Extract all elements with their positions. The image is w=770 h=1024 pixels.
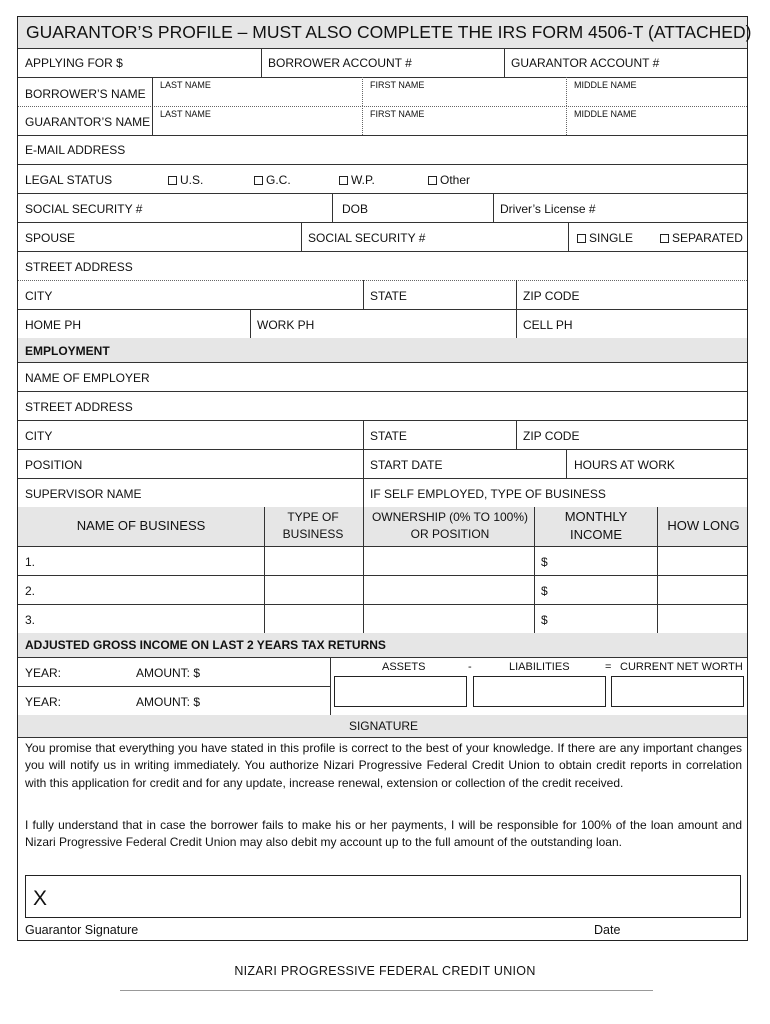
cell-phone-label: CELL PH	[523, 318, 573, 332]
business-name-header: NAME OF BUSINESS	[76, 518, 206, 533]
checkbox-icon	[168, 176, 177, 185]
title-row	[18, 17, 752, 49]
monthly-income-header: MONTHLY INCOME	[564, 509, 628, 542]
borrower-name-row[interactable]	[18, 77, 747, 107]
employment-heading: EMPLOYMENT	[25, 344, 110, 358]
footer-credit-union-name: NIZARI PROGRESSIVE FEDERAL CREDIT UNION	[234, 964, 536, 978]
work-phone-label: WORK PH	[257, 318, 315, 332]
guarantor-name-label: GUARANTOR’S NAME	[25, 115, 151, 129]
business-table-header	[18, 507, 747, 547]
assets-field[interactable]	[334, 676, 467, 707]
employer-state-label: STATE	[370, 429, 407, 443]
guarantor-name-row[interactable]	[18, 106, 747, 136]
liability-paragraph: I fully understand that in case the borrower fails to make his or her payments, I will be responsible for 100% of the loan amount and Nizari Progressive Federal Credit Union may also debit my account up to the full amount of the outstanding loan.	[25, 818, 742, 850]
how-long-header: HOW LONG	[667, 518, 740, 533]
legal-status-gc[interactable]: G.C.	[254, 173, 291, 187]
self-employed-label: IF SELF EMPLOYED, TYPE OF BUSINESS	[370, 487, 606, 501]
currency-sign: $	[541, 584, 548, 598]
authorization-paragraph: You promise that everything you have stated in this profile is correct to the best of your knowledge. If there are any important changes you will notify us in writing immediately. You authorize Nizari Progressive Federal Credit Union to obtain credit reports in correlation with this application for credit and for any update, increase renewal, extension or collection of the credit received.	[25, 741, 742, 790]
supervisor-name-label: SUPERVISOR NAME	[25, 487, 142, 501]
footer-divider	[120, 990, 653, 991]
hours-at-work-label: HOURS AT WORK	[574, 458, 675, 472]
dob-label: DOB	[342, 202, 369, 216]
liabilities-field[interactable]	[473, 676, 606, 707]
spouse-label: SPOUSE	[25, 231, 76, 245]
ownership-header: OWNERSHIP (0% TO 100%) OR POSITION	[371, 510, 529, 541]
checkbox-icon	[428, 176, 437, 185]
agi-heading-row	[18, 633, 747, 658]
spouse-row[interactable]	[18, 222, 747, 252]
start-date-label: START DATE	[370, 458, 443, 472]
date-label: Date	[594, 923, 621, 937]
first-name-label: FIRST NAME	[370, 80, 425, 90]
employer-zip-label: ZIP CODE	[523, 429, 580, 443]
single-checkbox[interactable]: SINGLE	[577, 231, 633, 245]
email-row[interactable]	[18, 135, 747, 165]
signature-x-mark: X	[33, 887, 48, 910]
year-label: YEAR:	[25, 666, 62, 680]
supervisor-row[interactable]	[18, 478, 747, 508]
zip-label: ZIP CODE	[523, 289, 580, 303]
city-row[interactable]	[18, 280, 747, 310]
street-address-row[interactable]	[18, 251, 747, 281]
street-address-label: STREET ADDRESS	[25, 260, 133, 274]
legal-status-us[interactable]: U.S.	[168, 173, 203, 187]
checkbox-icon	[660, 234, 669, 243]
ssn-label: SOCIAL SECURITY #	[25, 202, 143, 216]
business-type-header: TYPE OF BUSINESS	[282, 510, 344, 541]
form-title: GUARANTOR’S PROFILE – MUST ALSO COMPLETE THE IRS FORM 4506-T (ATTACHED)	[26, 22, 752, 42]
agi-year-row[interactable]	[18, 686, 330, 715]
legal-status-wp[interactable]: W.P.	[339, 173, 375, 187]
separated-checkbox[interactable]: SEPARATED	[660, 231, 743, 245]
currency-sign: $	[541, 555, 548, 569]
email-label: E-MAIL ADDRESS	[25, 143, 126, 157]
checkbox-icon	[254, 176, 263, 185]
equals-sign: =	[605, 661, 612, 673]
home-phone-label: HOME PH	[25, 318, 82, 332]
agi-year-row[interactable]	[18, 657, 330, 687]
legal-status-row	[18, 164, 747, 194]
position-row[interactable]	[18, 449, 747, 479]
employer-city-label: CITY	[25, 429, 53, 443]
checkbox-icon	[577, 234, 586, 243]
business-row[interactable]	[18, 604, 747, 634]
city-label: CITY	[25, 289, 53, 303]
employer-city-row[interactable]	[18, 420, 747, 450]
employer-street-label: STREET ADDRESS	[25, 400, 133, 414]
employer-name-label: NAME OF EMPLOYER	[25, 371, 150, 385]
employer-street-row[interactable]	[18, 391, 747, 421]
first-name-label: FIRST NAME	[370, 109, 425, 119]
borrower-name-label: BORROWER’S NAME	[25, 87, 146, 101]
net-worth-field[interactable]	[611, 676, 744, 707]
legal-status-other[interactable]: Other	[428, 173, 470, 187]
borrower-account-label: BORROWER ACCOUNT #	[268, 56, 412, 70]
assets-label: ASSETS	[382, 661, 426, 673]
employment-heading-row	[18, 338, 747, 363]
row-number: 1.	[25, 555, 36, 569]
drivers-license-label: Driver’s License #	[500, 202, 596, 216]
last-name-label: LAST NAME	[160, 80, 211, 90]
applying-for-label: APPLYING FOR $	[25, 56, 123, 70]
minus-sign: -	[468, 661, 472, 673]
year-label: YEAR:	[25, 695, 62, 709]
amount-label: AMOUNT: $	[136, 695, 201, 709]
ssn-row[interactable]	[18, 193, 747, 223]
guarantor-account-label: GUARANTOR ACCOUNT #	[511, 56, 660, 70]
middle-name-label: MIDDLE NAME	[574, 109, 637, 119]
guarantor-profile-form	[17, 16, 752, 941]
liabilities-label: LIABILITIES	[509, 661, 570, 673]
agi-heading: ADJUSTED GROSS INCOME ON LAST 2 YEARS TAX RETURNS	[25, 638, 386, 652]
middle-name-label: MIDDLE NAME	[574, 80, 637, 90]
signature-heading-row	[18, 715, 747, 738]
employer-name-row[interactable]	[18, 362, 747, 392]
net-worth-label: CURRENT NET WORTH	[620, 661, 743, 673]
phone-row[interactable]	[18, 309, 747, 339]
applying-row[interactable]	[18, 48, 747, 78]
business-row[interactable]	[18, 575, 747, 605]
business-row[interactable]	[18, 546, 747, 576]
row-number: 3.	[25, 613, 36, 627]
guarantor-signature-label: Guarantor Signature	[25, 923, 139, 937]
amount-label: AMOUNT: $	[136, 666, 201, 680]
spouse-ssn-label: SOCIAL SECURITY #	[308, 231, 426, 245]
legal-status-label: LEGAL STATUS	[25, 173, 113, 187]
last-name-label: LAST NAME	[160, 109, 211, 119]
state-label: STATE	[370, 289, 407, 303]
position-label: POSITION	[25, 458, 83, 472]
checkbox-icon	[339, 176, 348, 185]
signature-heading: SIGNATURE	[348, 719, 419, 733]
signature-field[interactable]	[25, 875, 741, 918]
row-number: 2.	[25, 584, 36, 598]
agi-block	[18, 657, 747, 716]
currency-sign: $	[541, 613, 548, 627]
